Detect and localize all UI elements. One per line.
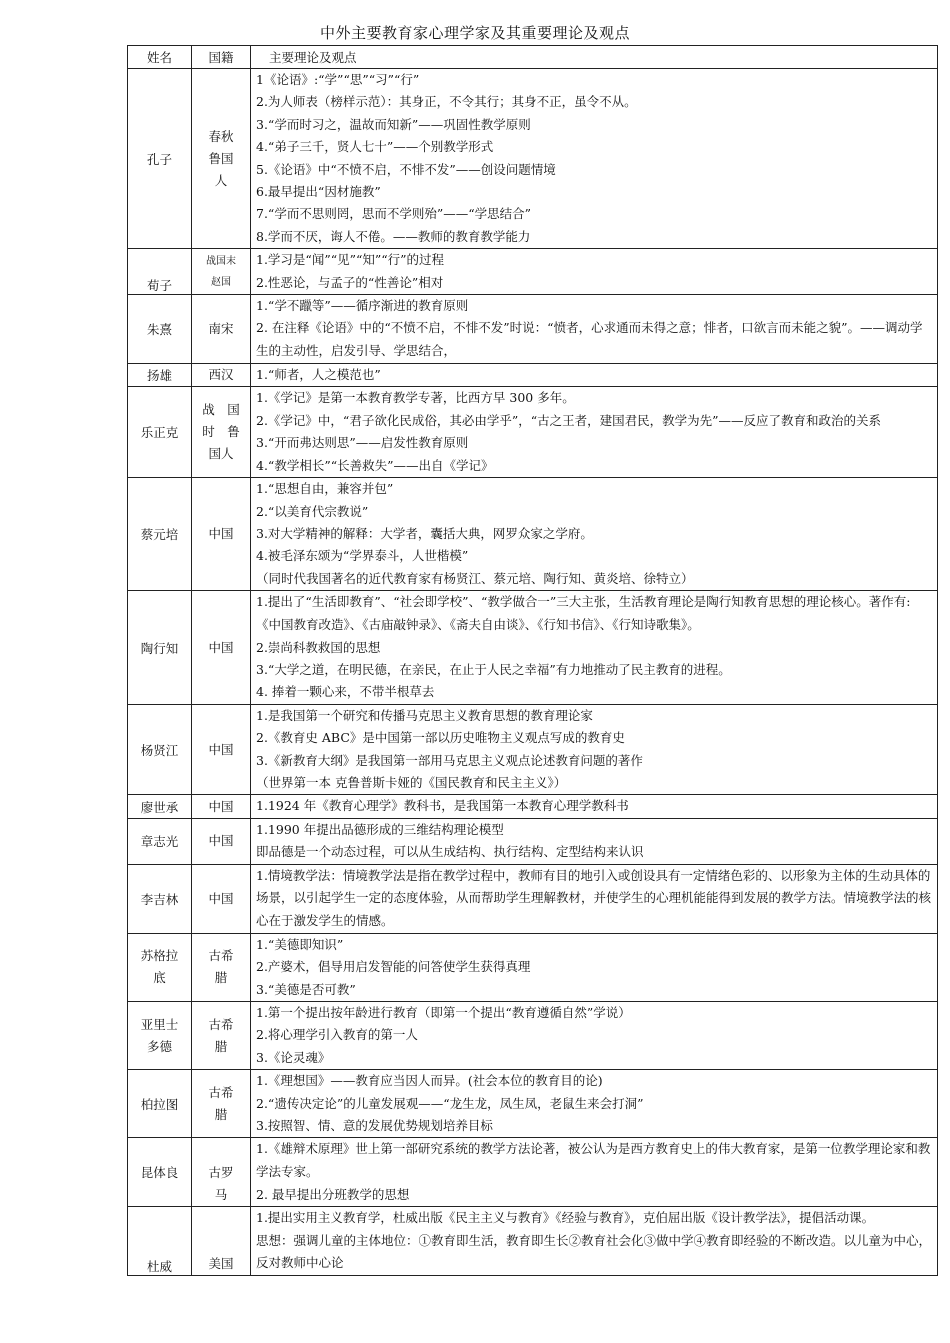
educator-theories xyxy=(251,69,938,249)
table-row xyxy=(128,363,938,386)
theory-point: 3.对大学精神的解释：大学者，囊括大典，网罗众家之学府。 xyxy=(256,526,593,542)
table-row xyxy=(128,864,938,933)
table-body xyxy=(128,69,938,1276)
theory-point: 3.“美德是否可教” xyxy=(256,981,356,997)
theory-point: 4.“弟子三千，贤人七十”——个别教学形式 xyxy=(256,139,494,155)
table-row xyxy=(128,69,938,249)
theory-point: 1.《理想国》——教育应当因人而异。(社会本位的教育目的论) xyxy=(256,1073,603,1089)
table-row xyxy=(128,387,938,478)
educator-theories xyxy=(251,1002,938,1070)
theory-point: 4.被毛泽东颂为“学界泰斗，人世楷模” xyxy=(256,548,469,564)
educators-table xyxy=(127,45,938,1276)
theory-point: 3.按照智、情、意的发展优势规划培养目标 xyxy=(256,1118,493,1134)
theory-point: 1.提出了“生活即教育”、“社会即学校”、“教学做合一”三大主张，生活教育理论是陶行知教育思想的理论核心。著作有:《中国教育改造》、《古庙敲钟录》、《斋夫自由谈》、《行知书信》、《行知诗歌集》。 xyxy=(256,594,911,632)
theory-point: 2.“以美育代宗教说” xyxy=(256,503,369,519)
theory-point: 1.“学不躐等”——循序渐进的教育原则 xyxy=(256,298,469,314)
theory-point: 4. 捧着一颗心来，不带半根草去 xyxy=(256,684,435,700)
theory-point: 2.《教育史 ABC》是中国第一部以历史唯物主义观点写成的教育史 xyxy=(256,730,625,746)
educator-name: 蔡元培 xyxy=(128,478,192,591)
educator-nationality: 中国 xyxy=(192,864,251,933)
theory-point: 2.为人师表（榜样示范）：其身正，不令其行；其身不正，虽令不从。 xyxy=(256,94,637,110)
educator-theories xyxy=(251,295,938,364)
educator-nationality: 古希 腊 xyxy=(192,933,251,1001)
theory-point: 2.性恶论，与孟子的“性善论”相对 xyxy=(256,274,444,290)
educator-name: 荀子 xyxy=(128,249,192,295)
table-row xyxy=(128,478,938,591)
educator-theories xyxy=(251,249,938,295)
educator-name: 柏拉图 xyxy=(128,1070,192,1138)
educator-nationality: 战 国 时 鲁 国人 xyxy=(192,387,251,478)
table-row xyxy=(128,704,938,795)
educator-theories xyxy=(251,1207,938,1276)
educator-nationality: 中国 xyxy=(192,704,251,795)
educator-nationality: 中国 xyxy=(192,818,251,864)
header-theories: 主要理论及观点 xyxy=(251,46,938,69)
theory-point: 1.“美德即知识” xyxy=(256,936,344,952)
theory-point: 1.《雄辩术原理》世上第一部研究系统的教学方法论著，被公认为是西方教育史上的伟大教育家，是第一位教学理论家和教学法专家。 xyxy=(256,1141,931,1180)
educator-name: 朱熹 xyxy=(128,295,192,364)
theory-point: 5.《论语》中“不愤不启，不悱不发”——创设问题情境 xyxy=(256,161,556,177)
table-row xyxy=(128,933,938,1001)
header-name: 姓名 xyxy=(128,46,192,69)
educator-theories xyxy=(251,478,938,591)
educator-name: 李吉林 xyxy=(128,864,192,933)
theory-point: 2. 最早提出分班教学的思想 xyxy=(256,1186,410,1202)
theory-point: 3.“大学之道，在明民德，在亲民，在止于人民之幸福”有力地推动了民主教育的进程。 xyxy=(256,662,731,678)
theory-point: 即品德是一个动态过程，可以从生成结构、执行结构、定型结构来认识 xyxy=(256,844,644,860)
theory-point: 7.“学而不思则罔，思而不学则殆”——“学思结合” xyxy=(256,206,531,222)
theory-point: 2.将心理学引入教育的第一人 xyxy=(256,1027,418,1043)
table-row xyxy=(128,1207,938,1276)
educator-nationality: 西汉 xyxy=(192,363,251,386)
theory-point: 3.《新教育大纲》是我国第一部用马克思主义观点论述教育问题的著作 xyxy=(256,752,643,768)
educator-nationality: 古希 腊 xyxy=(192,1002,251,1070)
document-title: 中外主要教育家心理学家及其重要理论及观点 xyxy=(319,24,630,42)
theory-point: 8.学而不厌，诲人不倦。——教师的教育教学能力 xyxy=(256,228,531,244)
educator-theories xyxy=(251,1070,938,1138)
theory-point: 3.“开而弗达则思”——启发性教育原则 xyxy=(256,435,469,451)
table-row xyxy=(128,795,938,818)
educator-nationality: 古罗 马 xyxy=(192,1138,251,1207)
educator-theories xyxy=(251,864,938,933)
educator-name: 廖世承 xyxy=(128,795,192,818)
educator-theories xyxy=(251,1138,938,1207)
theory-point: 2.产婆术，倡导用启发智能的问答使学生获得真理 xyxy=(256,959,531,975)
educator-name: 陶行知 xyxy=(128,591,192,705)
educator-nationality: 中国 xyxy=(192,478,251,591)
table-row xyxy=(128,818,938,864)
table-row xyxy=(128,1002,938,1070)
theory-point: 6.最早提出“因材施教” xyxy=(256,184,381,200)
theory-point: 1.提出实用主义教育学，杜威出版《民主主义与教育》《经验与教育》，克伯屈出版《设计教学法》，提倡活动课。 xyxy=(256,1210,875,1226)
theory-point: 1.《学记》是第一本教育教学专著，比西方早 300 多年。 xyxy=(256,390,575,406)
theory-point: 3.“学而时习之，温故而知新”——巩固性教学原则 xyxy=(256,116,531,132)
theory-point: 1《论语》:“学”“思”“习”“行” xyxy=(256,72,420,87)
educator-theories xyxy=(251,795,938,818)
educator-theories xyxy=(251,591,938,705)
header-nationality: 国籍 xyxy=(192,46,251,69)
theory-point: 1.1924 年《教育心理学》教科书，是我国第一本教育心理学教科书 xyxy=(256,798,629,814)
educator-theories xyxy=(251,704,938,795)
theory-point: 1.“思想自由，兼容并包” xyxy=(256,481,394,497)
educator-nationality: 中国 xyxy=(192,795,251,818)
theory-point: 1.1990 年提出品德形成的三维结构理论模型 xyxy=(256,821,504,837)
educator-theories xyxy=(251,387,938,478)
educator-name: 昆体良 xyxy=(128,1138,192,1207)
educator-name: 章志光 xyxy=(128,818,192,864)
educator-name: 孔子 xyxy=(128,69,192,249)
educator-nationality: 春秋 鲁国 人 xyxy=(192,69,251,249)
educator-nationality: 美国 xyxy=(192,1207,251,1276)
table-header-row xyxy=(128,46,938,69)
theory-point: 2. 在注释《论语》中的“不愤不启，不悱不发”时说：“愤者，心求通而未得之意；悱者，口欲言而未能之貌”。——调动学生的主动性，启发引导、学思结合， xyxy=(256,320,923,359)
theory-point: 1.学习是“闻”“见”“知”“行”的过程 xyxy=(256,252,445,268)
educator-theories xyxy=(251,363,938,386)
theory-point: （世界第一本 克鲁普斯卡娅的《国民教育和民主主义》） xyxy=(256,775,567,791)
table-row xyxy=(128,249,938,295)
theory-point: 1.是我国第一个研究和传播马克思主义教育思想的教育理论家 xyxy=(256,707,593,723)
theory-point: 思想：强调儿童的主体地位：①教育即生活，教育即生长②教育社会化③做中学④教育即经验的不断改造。以儿童为中心，反对教师中心论 xyxy=(256,1232,932,1271)
theory-point: 1.“师者，人之模范也” xyxy=(256,366,381,382)
educator-nationality: 南宋 xyxy=(192,295,251,364)
educator-name: 苏格拉 底 xyxy=(128,933,192,1001)
educator-name: 扬雄 xyxy=(128,363,192,386)
table-row xyxy=(128,1070,938,1138)
educator-name: 杜威 xyxy=(128,1207,192,1276)
educator-name: 亚里士 多德 xyxy=(128,1002,192,1070)
educator-nationality: 古希 腊 xyxy=(192,1070,251,1138)
educator-name: 杨贤江 xyxy=(128,704,192,795)
educator-nationality: 战国末 赵国 xyxy=(192,249,251,295)
table-row xyxy=(128,1138,938,1207)
table-row xyxy=(128,295,938,364)
theory-point: 2.“遗传决定论”的儿童发展观——“龙生龙，凤生凤，老鼠生来会打洞” xyxy=(256,1095,644,1111)
educator-theories xyxy=(251,933,938,1001)
table-row xyxy=(128,591,938,705)
theory-point: （同时代我国著名的近代教育家有杨贤江、蔡元培、陶行知、黄炎培、徐特立） xyxy=(256,570,694,586)
educator-theories xyxy=(251,818,938,864)
theory-point: 3.《论灵魂》 xyxy=(256,1049,331,1065)
theory-point: 2.崇尚科教救国的思想 xyxy=(256,639,381,655)
theory-point: 1.第一个提出按年龄进行教育（即第一个提出“教育遵循自然”学说） xyxy=(256,1005,631,1021)
educator-nationality: 中国 xyxy=(192,591,251,705)
theory-point: 4.“教学相长”“长善救失”——出自《学记》 xyxy=(256,457,494,473)
theory-point: 1.情境教学法：情境教学法是指在教学过程中，教师有目的地引入或创设具有一定情绪色彩的、以形象为主体的生动具体的场景，以引起学生一定的态度体验，从而帮助学生理解教材，并使学生的心理机能能得到发展的教学方法。情境教学法的核心在于激发学生的情感。 xyxy=(256,867,932,929)
educator-name: 乐正克 xyxy=(128,387,192,478)
theory-point: 2.《学记》中，“君子欲化民成俗，其必由学乎”，“古之王者，建国君民，教学为先”——反应了教育和政治的关系 xyxy=(256,412,881,428)
